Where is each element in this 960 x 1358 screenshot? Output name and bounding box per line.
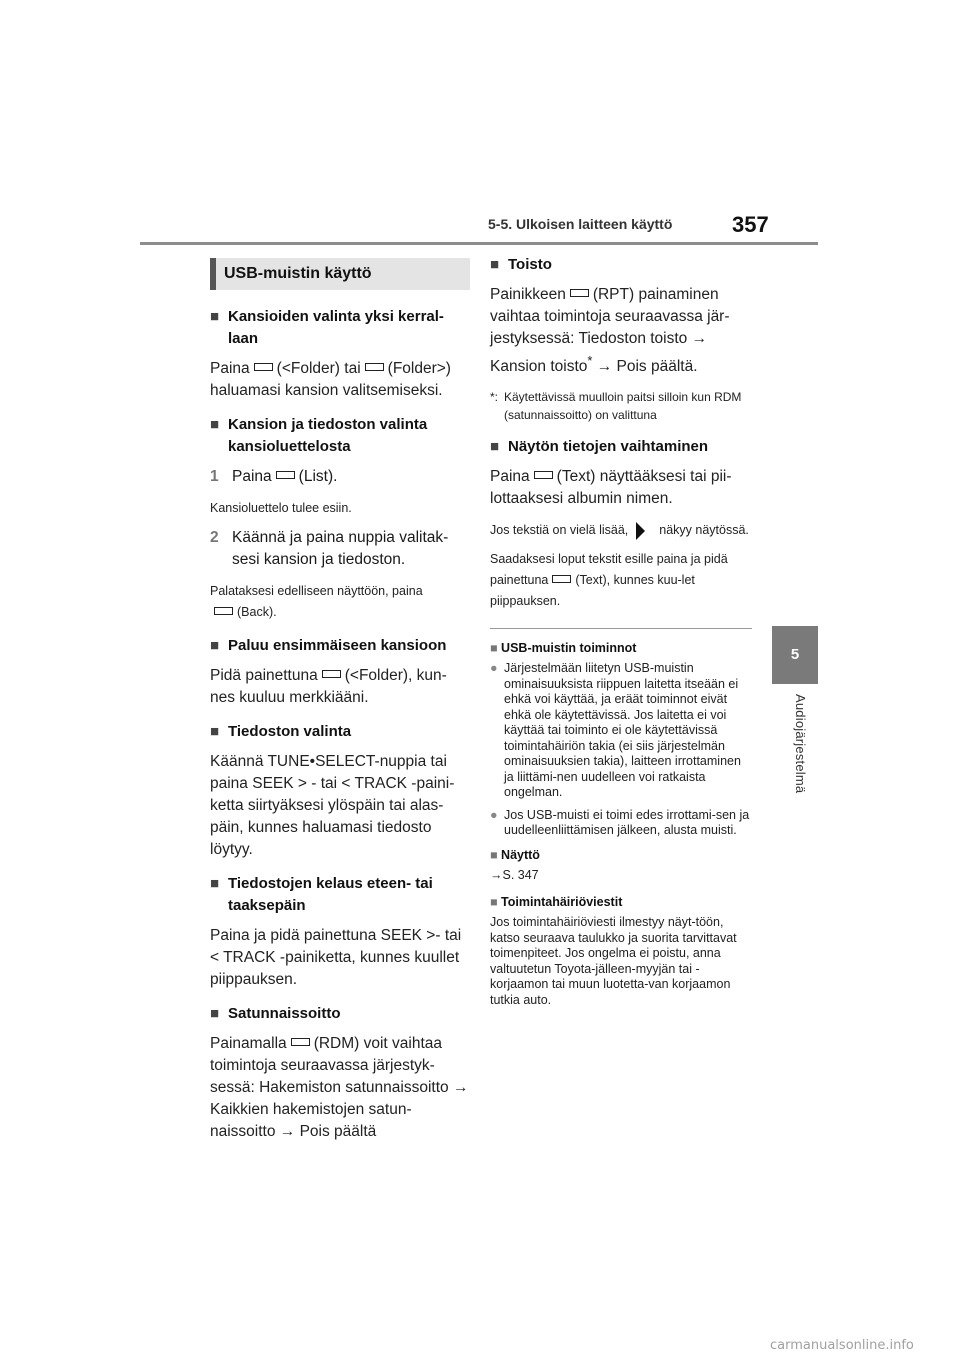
button-icon xyxy=(365,363,384,371)
button-icon xyxy=(322,670,341,678)
heading-paluu: ■ Paluu ensimmäiseen kansioon xyxy=(210,635,470,657)
square-icon: ■ xyxy=(490,438,500,456)
note-heading-usb: ■ USB-muistin toiminnot xyxy=(490,641,637,656)
paragraph-kansioiden: Paina (<Folder) tai (Folder>) haluamasi kansion valitsemiseksi. xyxy=(210,360,451,399)
heading-tiedoston-valinta: ■ Tiedoston valinta xyxy=(210,721,470,743)
heading-satunnaissoitto: ■ Satunnaissoitto xyxy=(210,1003,470,1025)
list-item: ● Jos USB-muisti ei toimi edes irrottami-sen ja uudelleenliittämisen jälkeen, alusta muisti. xyxy=(490,807,750,838)
note-loput-tekstit: Saadaksesi loput tekstit esille paina ja pidä painettuna (Text), kunnes kuu-let piippauksen. xyxy=(490,552,728,609)
heading-kelaus: ■ Tiedostojen kelaus eteen- tai taaksepäin xyxy=(210,873,470,917)
watermark: carmanualsonline.info xyxy=(770,1338,914,1353)
square-icon: ■ xyxy=(490,847,498,862)
square-icon: ■ xyxy=(210,723,220,740)
square-icon: ■ xyxy=(490,895,498,910)
chapter-tab: 5 xyxy=(772,626,818,684)
note-toimintahairio: Jos toimintahäiriöviesti ilmestyy näyt-töön, katso seuraava taulukko ja suorita tarvittavat toimenpiteet. Jos ongelma ei poistu, anna valtuutetun Toyota-jälleen-myyjän tai -korjaamon tai muun luotetta-van korjaamon tutkia auto. xyxy=(490,915,737,1007)
note-naytto-ref: →S. 347 xyxy=(490,867,539,882)
note-heading-naytto: ■ Näyttö xyxy=(490,847,540,862)
paragraph-satunnais: Painamalla (RDM) voit vaihtaa toimintoja seuraavassa järjestyk-sessä: Hakemiston satunnaissoitto → Kaikkien hakemistojen satun-naissoitto → Pois päältä xyxy=(210,1035,469,1140)
paragraph-nayton: Paina (Text) näyttääksesi tai pii-lottaaksesi albumin nimen. xyxy=(490,468,732,508)
button-icon xyxy=(276,471,295,479)
note-heading-toimintahairio: ■ Toimintahäiriöviestit xyxy=(490,895,623,910)
divider xyxy=(490,628,752,629)
button-icon xyxy=(291,1038,310,1046)
footnote: *: Käytettävissä muulloin paitsi silloin kun RDM (satunnaissoitto) on valittuna xyxy=(490,390,742,423)
square-icon: ■ xyxy=(490,641,498,656)
paragraph-tiedoston: Käännä TUNE•SELECT-nuppia tai paina SEEK > - tai < TRACK -paini-ketta siirtyäksesi ylöspäin tai alas-päin, kunnes haluamasi tiedosto löytyy. xyxy=(210,753,455,858)
paragraph-paluu: Pidä painettuna (<Folder), kun-nes kuuluu merkkiääni. xyxy=(210,667,447,706)
circle-bullet-icon: ● xyxy=(490,807,498,822)
button-icon xyxy=(552,575,571,583)
heading-kansion-valinta: ■ Kansion ja tiedoston valinta kansioluettelosta xyxy=(210,414,470,458)
square-icon: ■ xyxy=(210,416,220,433)
heading-nayton-tiedot: ■ Näytön tietojen vaihtaminen xyxy=(490,436,752,458)
button-icon xyxy=(254,363,273,371)
page-number: 357 xyxy=(732,212,769,237)
square-icon: ■ xyxy=(210,875,220,892)
button-icon xyxy=(534,471,553,479)
section-title: USB-muistin käyttö xyxy=(210,258,470,290)
paragraph-kelaus: Paina ja pidä painettuna SEEK >- tai < TRACK -painiketta, kunnes kuullet piippauksen. xyxy=(210,927,462,988)
note-palataksesi: Palataksesi edelliseen näyttöön, paina (Back). xyxy=(210,584,423,619)
square-icon: ■ xyxy=(490,256,500,273)
square-icon: ■ xyxy=(210,1005,220,1022)
note-lisaa-tekstia: Jos tekstiä on vielä lisää, näkyy näytössä. xyxy=(490,520,752,541)
header-rule xyxy=(140,242,818,245)
list-item: ● Järjestelmään liitetyn USB-muistin ominaisuuksista riippuen laitetta itseään ei ehkä voi käyttää, ja eräät toiminnot eivät ehkä ole käytettävissä. Jos laitetta ei voi käyttää tai toiminto ei ole käytettävissä toimintahäiriön takia (ei siis järjestelmän ominaisuuksien takia), laitteen irrottaminen ja liittämi-nen uudelleen voi ratkaista ongelman. xyxy=(490,661,741,800)
square-icon: ■ xyxy=(210,637,220,654)
arrow-right-icon xyxy=(636,522,645,540)
paragraph-toisto: Painikkeen (RPT) painaminen vaihtaa toimintoja seuraavassa jär-jestyksessä: Tiedoston toisto → Kansion toisto* → Pois päältä. xyxy=(490,286,730,376)
heading-toisto: ■ Toisto xyxy=(490,254,752,276)
circle-bullet-icon: ● xyxy=(490,661,498,676)
button-icon xyxy=(570,289,589,297)
step-1: 1 Paina (List). xyxy=(210,468,338,485)
chapter-label: Audiojärjestelmä xyxy=(793,694,808,794)
square-icon: ■ xyxy=(210,308,220,325)
left-column xyxy=(210,258,470,1153)
step-2: 2 Käännä ja paina nuppia valitak-sesi kansion ja tiedoston. xyxy=(210,529,449,568)
section-header: 5-5. Ulkoisen laitteen käyttö xyxy=(488,216,673,232)
note-kansioluettelo: Kansioluettelo tulee esiin. xyxy=(210,501,352,515)
heading-kansioiden-valinta: ■ Kansioiden valinta yksi kerral-laan xyxy=(210,306,470,350)
button-icon xyxy=(214,607,233,615)
right-column xyxy=(490,254,752,1018)
